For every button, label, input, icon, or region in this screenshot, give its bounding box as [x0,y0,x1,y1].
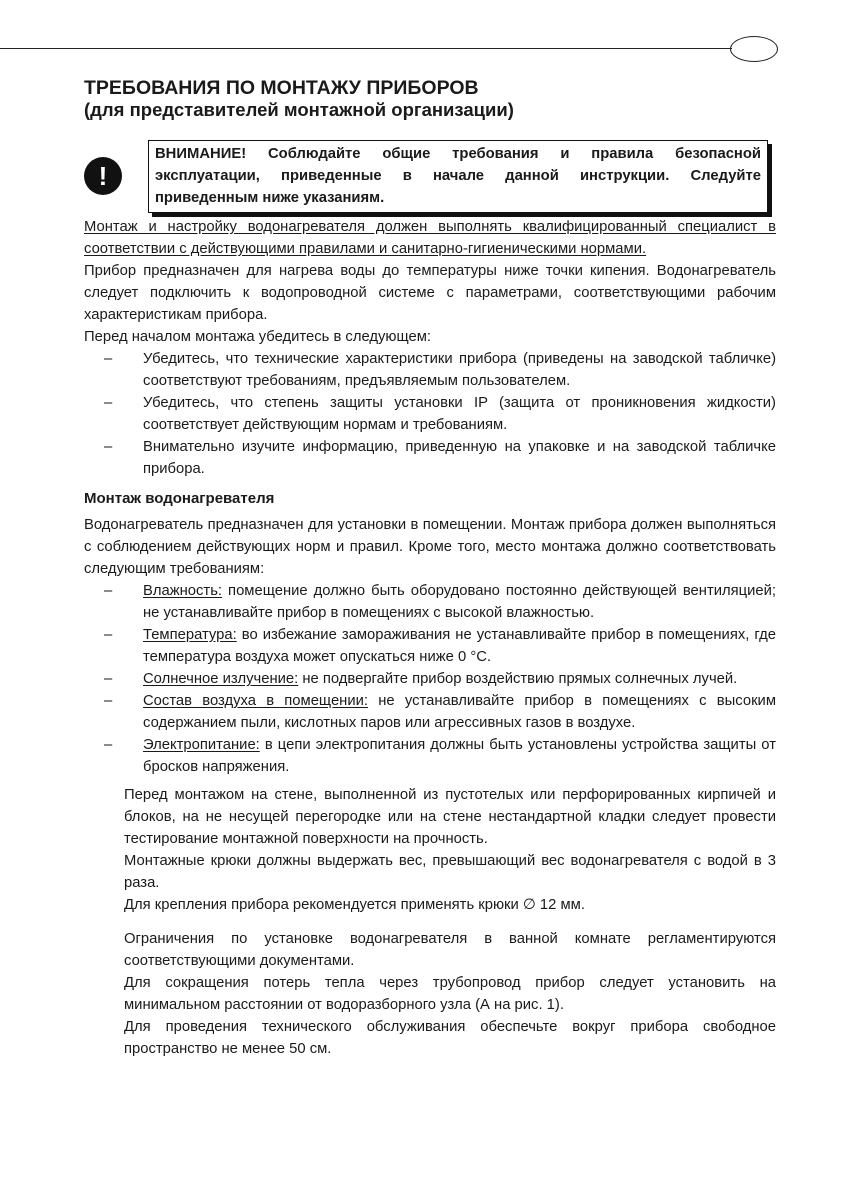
list-item: – Влажность: помещение должно быть оборудовано постоянно действующей вентиляцией; не устанавливайте прибор в помещениях с высокой влажностью. [104,583,776,621]
list-item: – Внимательно изучите информацию, приведенную на упаковке и на заводской табличке прибора. [104,439,776,477]
heat-loss-paragraph: Для сокращения потерь тепла через трубопровод прибор следует установить на минимальном расстоянии от водоразборного узла (А на рис. 1). [124,975,776,1013]
page-content [84,78,776,1060]
list-item: – Температура: во избежание замораживания не устанавливайте прибор в помещениях, где температура воздуха может опускаться ниже 0 °C. [104,627,776,665]
mount-paragraph: Водонагреватель предназначен для установки в помещении. Монтаж прибора должен выполняться с соблюдением действующих норм и правил. Кроме того, место монтажа должно соответствовать следующим требованиям: [84,517,776,577]
intro-paragraph-checks: Перед началом монтажа убедитесь в следующем: [84,329,432,345]
wall-notes [84,784,776,1060]
checks-list [84,348,776,480]
page-number-oval [730,36,778,62]
intro-paragraph-qualified: Монтаж и настройку водонагревателя должен выполнять квалифицированный специалист в соответствии с действующими правилами и санитарно-гигиеническими нормами. [84,219,776,257]
section-heading: Монтаж водонагревателя [84,490,275,507]
list-item: – Убедитесь, что технические характеристики прибора (приведены на заводской табличке) соответствуют требованиям, предъявляемым пользователем. [104,351,776,389]
requirements-list [84,580,776,778]
hooks-weight-paragraph: Монтажные крюки должны выдержать вес, превышающий вес водонагревателя с водой в 3 раза. [124,853,776,891]
list-item: – Убедитесь, что степень защиты установки IP (защита от проникновения жидкости) соответствует действующим нормам и требованиям. [104,395,776,433]
warning-icon: ! [84,157,122,195]
wall-paragraph: Перед монтажом на стене, выполненной из пустотелых или перфорированных кирпичей и блоков, на не несущей перегородке или на стене нестандартной кладки следует провести тестирование монтажной поверхности на прочность. [124,787,776,847]
header-rule [0,48,732,49]
intro-paragraph-purpose: Прибор предназначен для нагрева воды до температуры ниже точки кипения. Водонагреватель следует подключить к водопроводной системе с параметрами, соответствующими рабочим характеристикам прибора. [84,263,776,323]
page-subtitle: (для представителей монтажной организации) [84,99,514,120]
hooks-size-paragraph: Для крепления прибора рекомендуется применять крюки ∅ 12 мм. [124,897,585,913]
warning-notice [84,140,776,206]
service-space-paragraph: Для проведения технического обслуживания обеспечьте вокруг прибора свободное пространство не менее 50 см. [124,1019,776,1057]
bathroom-limits-paragraph: Ограничения по установке водонагревателя в ванной комнате регламентируются соответствующими документами. [124,931,776,969]
warning-text: ВНИМАНИЕ! Соблюдайте общие требования и правила безопасной эксплуатации, приведенные в начале данной инструкции. Следуйте приведенным ниже указаниям. [148,140,768,213]
list-item: – Электропитание: в цепи электропитания должны быть установлены устройства защиты от бросков напряжения. [104,737,776,775]
page-title: ТРЕБОВАНИЯ ПО МОНТАЖУ ПРИБОРОВ [84,77,479,99]
list-item: – Состав воздуха в помещении: не устанавливайте прибор в помещениях с высоким содержанием пыли, кислотных паров или агрессивных газов в воздухе. [104,693,776,731]
list-item: – Солнечное излучение: не подвергайте прибор воздействию прямых солнечных лучей. [104,671,738,687]
